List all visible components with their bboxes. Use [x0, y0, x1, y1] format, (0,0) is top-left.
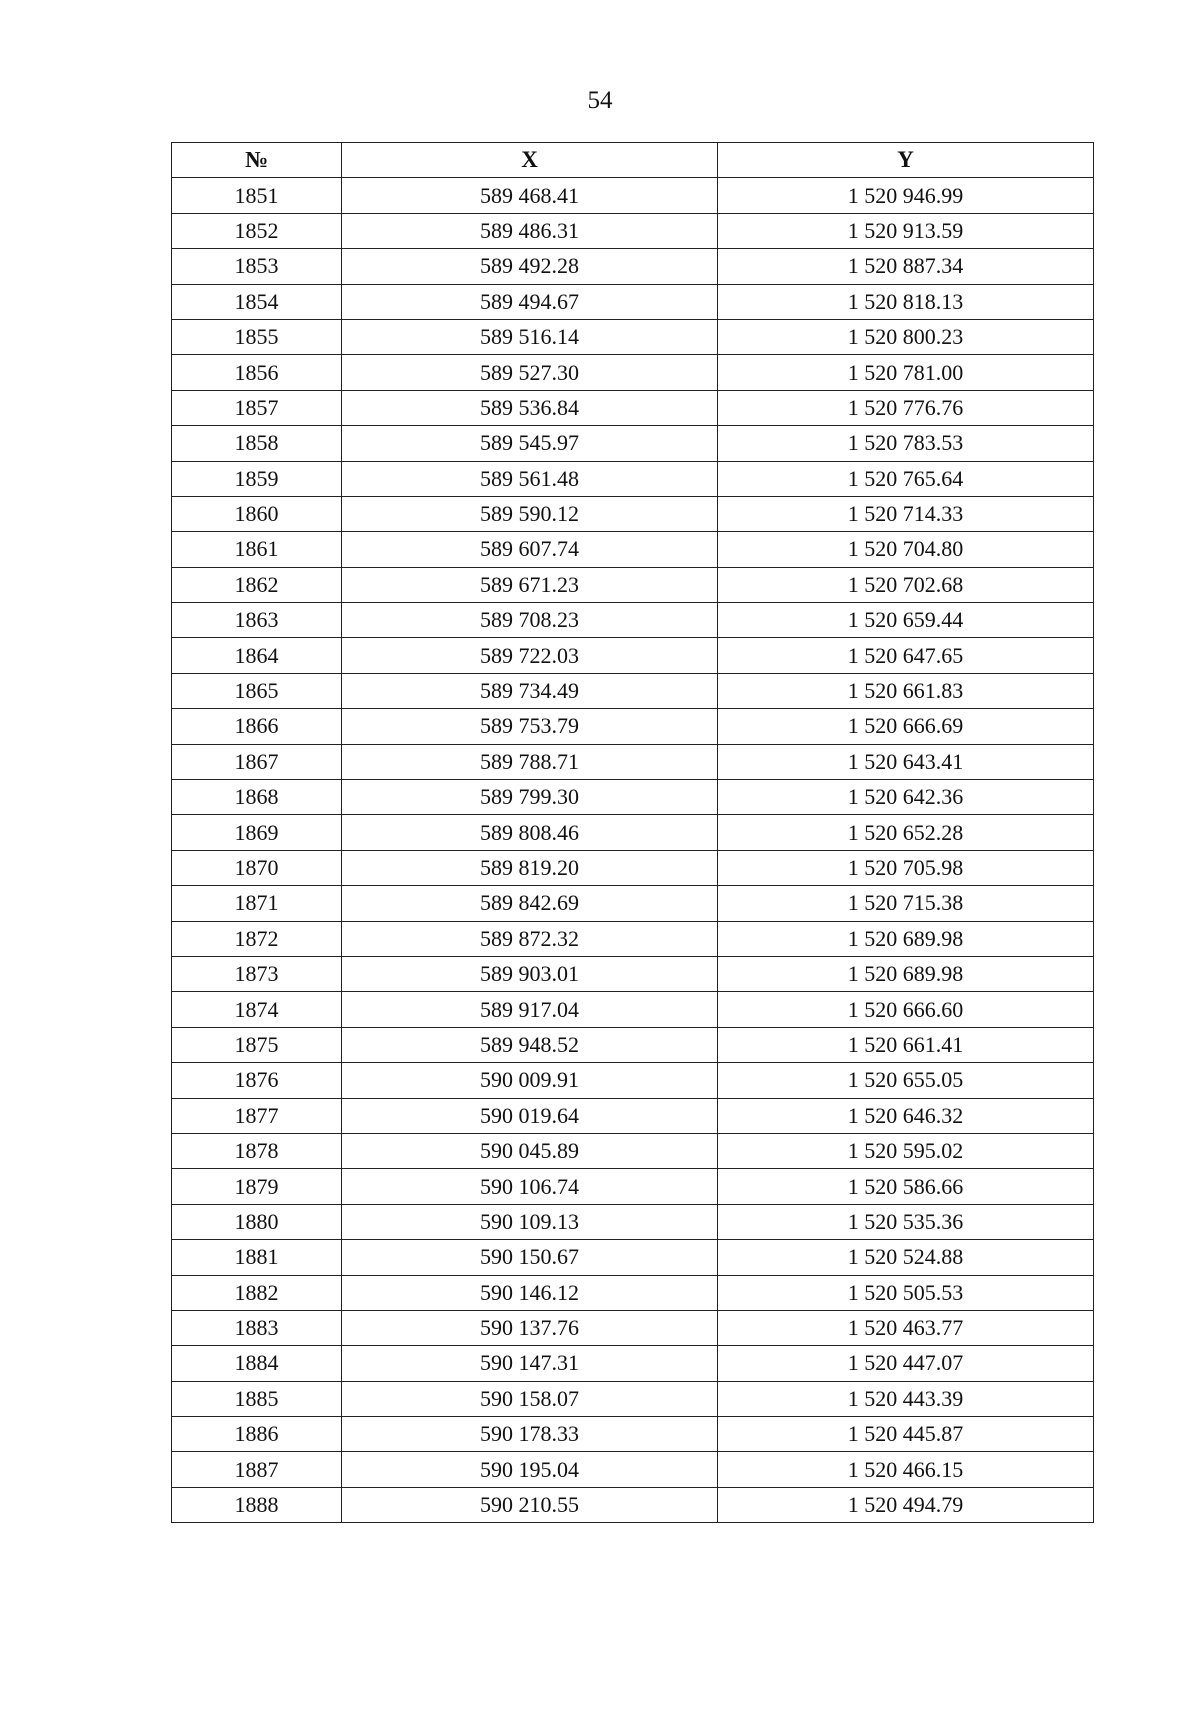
cell-number: 1870	[172, 850, 342, 885]
cell-number: 1873	[172, 956, 342, 991]
cell-y: 1 520 642.36	[718, 780, 1094, 815]
cell-y: 1 520 661.83	[718, 673, 1094, 708]
table-row	[172, 355, 1094, 390]
cell-x: 590 109.13	[342, 1204, 718, 1239]
cell-number: 1874	[172, 992, 342, 1027]
cell-number: 1880	[172, 1204, 342, 1239]
cell-y: 1 520 765.64	[718, 461, 1094, 496]
table-row	[172, 850, 1094, 885]
table-row	[172, 1417, 1094, 1452]
cell-x: 589 708.23	[342, 603, 718, 638]
table-row	[172, 1027, 1094, 1062]
cell-x: 590 210.55	[342, 1487, 718, 1522]
cell-y: 1 520 689.98	[718, 956, 1094, 991]
table-row	[172, 1381, 1094, 1416]
cell-x: 589 486.31	[342, 213, 718, 248]
cell-x: 590 150.67	[342, 1240, 718, 1275]
cell-x: 589 842.69	[342, 886, 718, 921]
cell-y: 1 520 463.77	[718, 1310, 1094, 1345]
cell-y: 1 520 661.41	[718, 1027, 1094, 1062]
cell-x: 590 195.04	[342, 1452, 718, 1487]
cell-x: 589 722.03	[342, 638, 718, 673]
column-header-number: №	[172, 143, 342, 178]
cell-x: 589 607.74	[342, 532, 718, 567]
cell-number: 1886	[172, 1417, 342, 1452]
table-row	[172, 815, 1094, 850]
cell-x: 589 917.04	[342, 992, 718, 1027]
table-row	[172, 319, 1094, 354]
table-row	[172, 1346, 1094, 1381]
cell-number: 1862	[172, 567, 342, 602]
cell-number: 1858	[172, 426, 342, 461]
cell-x: 590 045.89	[342, 1133, 718, 1168]
table-row	[172, 709, 1094, 744]
cell-y: 1 520 781.00	[718, 355, 1094, 390]
cell-number: 1887	[172, 1452, 342, 1487]
cell-x: 589 808.46	[342, 815, 718, 850]
table-row	[172, 178, 1094, 213]
table-row	[172, 426, 1094, 461]
cell-y: 1 520 704.80	[718, 532, 1094, 567]
cell-y: 1 520 524.88	[718, 1240, 1094, 1275]
cell-x: 589 734.49	[342, 673, 718, 708]
cell-y: 1 520 800.23	[718, 319, 1094, 354]
cell-number: 1884	[172, 1346, 342, 1381]
cell-y: 1 520 595.02	[718, 1133, 1094, 1168]
cell-number: 1861	[172, 532, 342, 567]
cell-number: 1860	[172, 496, 342, 531]
cell-y: 1 520 702.68	[718, 567, 1094, 602]
cell-x: 589 799.30	[342, 780, 718, 815]
cell-number: 1854	[172, 284, 342, 319]
cell-number: 1881	[172, 1240, 342, 1275]
cell-y: 1 520 705.98	[718, 850, 1094, 885]
cell-number: 1864	[172, 638, 342, 673]
cell-x: 589 788.71	[342, 744, 718, 779]
cell-number: 1867	[172, 744, 342, 779]
cell-x: 590 019.64	[342, 1098, 718, 1133]
cell-y: 1 520 646.32	[718, 1098, 1094, 1133]
cell-number: 1857	[172, 390, 342, 425]
cell-x: 590 178.33	[342, 1417, 718, 1452]
table-row	[172, 638, 1094, 673]
table-row	[172, 213, 1094, 248]
table-row	[172, 1240, 1094, 1275]
cell-x: 589 753.79	[342, 709, 718, 744]
cell-number: 1885	[172, 1381, 342, 1416]
cell-number: 1882	[172, 1275, 342, 1310]
cell-y: 1 520 652.28	[718, 815, 1094, 850]
cell-number: 1853	[172, 249, 342, 284]
table-row	[172, 1487, 1094, 1522]
cell-x: 589 516.14	[342, 319, 718, 354]
column-header-y: Y	[718, 143, 1094, 178]
cell-number: 1866	[172, 709, 342, 744]
table-row	[172, 390, 1094, 425]
table-row	[172, 284, 1094, 319]
cell-number: 1863	[172, 603, 342, 638]
cell-y: 1 520 445.87	[718, 1417, 1094, 1452]
cell-number: 1888	[172, 1487, 342, 1522]
cell-y: 1 520 447.07	[718, 1346, 1094, 1381]
cell-number: 1855	[172, 319, 342, 354]
cell-number: 1876	[172, 1063, 342, 1098]
cell-y: 1 520 666.60	[718, 992, 1094, 1027]
cell-x: 590 158.07	[342, 1381, 718, 1416]
table-row	[172, 673, 1094, 708]
cell-x: 589 671.23	[342, 567, 718, 602]
cell-y: 1 520 666.69	[718, 709, 1094, 744]
table-row	[172, 744, 1094, 779]
cell-number: 1878	[172, 1133, 342, 1168]
table-header	[172, 143, 1094, 178]
cell-y: 1 520 946.99	[718, 178, 1094, 213]
page-number: 54	[587, 87, 613, 114]
cell-y: 1 520 466.15	[718, 1452, 1094, 1487]
cell-y: 1 520 818.13	[718, 284, 1094, 319]
cell-x: 589 527.30	[342, 355, 718, 390]
table-row	[172, 1063, 1094, 1098]
table-row	[172, 1310, 1094, 1345]
cell-number: 1869	[172, 815, 342, 850]
cell-y: 1 520 647.65	[718, 638, 1094, 673]
cell-x: 589 545.97	[342, 426, 718, 461]
cell-number: 1871	[172, 886, 342, 921]
column-header-x: X	[342, 143, 718, 178]
table-row	[172, 780, 1094, 815]
cell-x: 589 561.48	[342, 461, 718, 496]
table-row	[172, 249, 1094, 284]
table-row	[172, 956, 1094, 991]
cell-number: 1865	[172, 673, 342, 708]
table-row	[172, 992, 1094, 1027]
cell-number: 1883	[172, 1310, 342, 1345]
cell-x: 590 146.12	[342, 1275, 718, 1310]
cell-y: 1 520 494.79	[718, 1487, 1094, 1522]
table-row	[172, 921, 1094, 956]
cell-y: 1 520 586.66	[718, 1169, 1094, 1204]
cell-y: 1 520 913.59	[718, 213, 1094, 248]
cell-x: 589 494.67	[342, 284, 718, 319]
cell-y: 1 520 783.53	[718, 426, 1094, 461]
cell-number: 1872	[172, 921, 342, 956]
cell-number: 1851	[172, 178, 342, 213]
table-row	[172, 461, 1094, 496]
table-row	[172, 496, 1094, 531]
cell-x: 590 106.74	[342, 1169, 718, 1204]
cell-y: 1 520 715.38	[718, 886, 1094, 921]
cell-number: 1868	[172, 780, 342, 815]
cell-x: 589 903.01	[342, 956, 718, 991]
cell-x: 589 536.84	[342, 390, 718, 425]
table-row	[172, 886, 1094, 921]
table-row	[172, 567, 1094, 602]
cell-x: 589 872.32	[342, 921, 718, 956]
cell-number: 1877	[172, 1098, 342, 1133]
table-row	[172, 1169, 1094, 1204]
cell-number: 1856	[172, 355, 342, 390]
cell-number: 1852	[172, 213, 342, 248]
cell-x: 589 590.12	[342, 496, 718, 531]
cell-x: 590 009.91	[342, 1063, 718, 1098]
cell-number: 1875	[172, 1027, 342, 1062]
cell-x: 590 147.31	[342, 1346, 718, 1381]
coordinates-table	[171, 142, 1094, 1523]
cell-y: 1 520 643.41	[718, 744, 1094, 779]
cell-number: 1859	[172, 461, 342, 496]
cell-y: 1 520 776.76	[718, 390, 1094, 425]
cell-number: 1879	[172, 1169, 342, 1204]
cell-y: 1 520 655.05	[718, 1063, 1094, 1098]
cell-x: 589 819.20	[342, 850, 718, 885]
table-row	[172, 1204, 1094, 1239]
cell-y: 1 520 505.53	[718, 1275, 1094, 1310]
table-row	[172, 603, 1094, 638]
table-row	[172, 1098, 1094, 1133]
cell-x: 589 948.52	[342, 1027, 718, 1062]
table-row	[172, 532, 1094, 567]
cell-y: 1 520 887.34	[718, 249, 1094, 284]
cell-x: 590 137.76	[342, 1310, 718, 1345]
table-row	[172, 1275, 1094, 1310]
cell-y: 1 520 443.39	[718, 1381, 1094, 1416]
cell-y: 1 520 535.36	[718, 1204, 1094, 1239]
cell-y: 1 520 689.98	[718, 921, 1094, 956]
cell-y: 1 520 659.44	[718, 603, 1094, 638]
header-row	[172, 143, 1094, 178]
cell-x: 589 468.41	[342, 178, 718, 213]
table-row	[172, 1452, 1094, 1487]
table-body	[172, 178, 1094, 1523]
cell-y: 1 520 714.33	[718, 496, 1094, 531]
cell-x: 589 492.28	[342, 249, 718, 284]
table-row	[172, 1133, 1094, 1168]
